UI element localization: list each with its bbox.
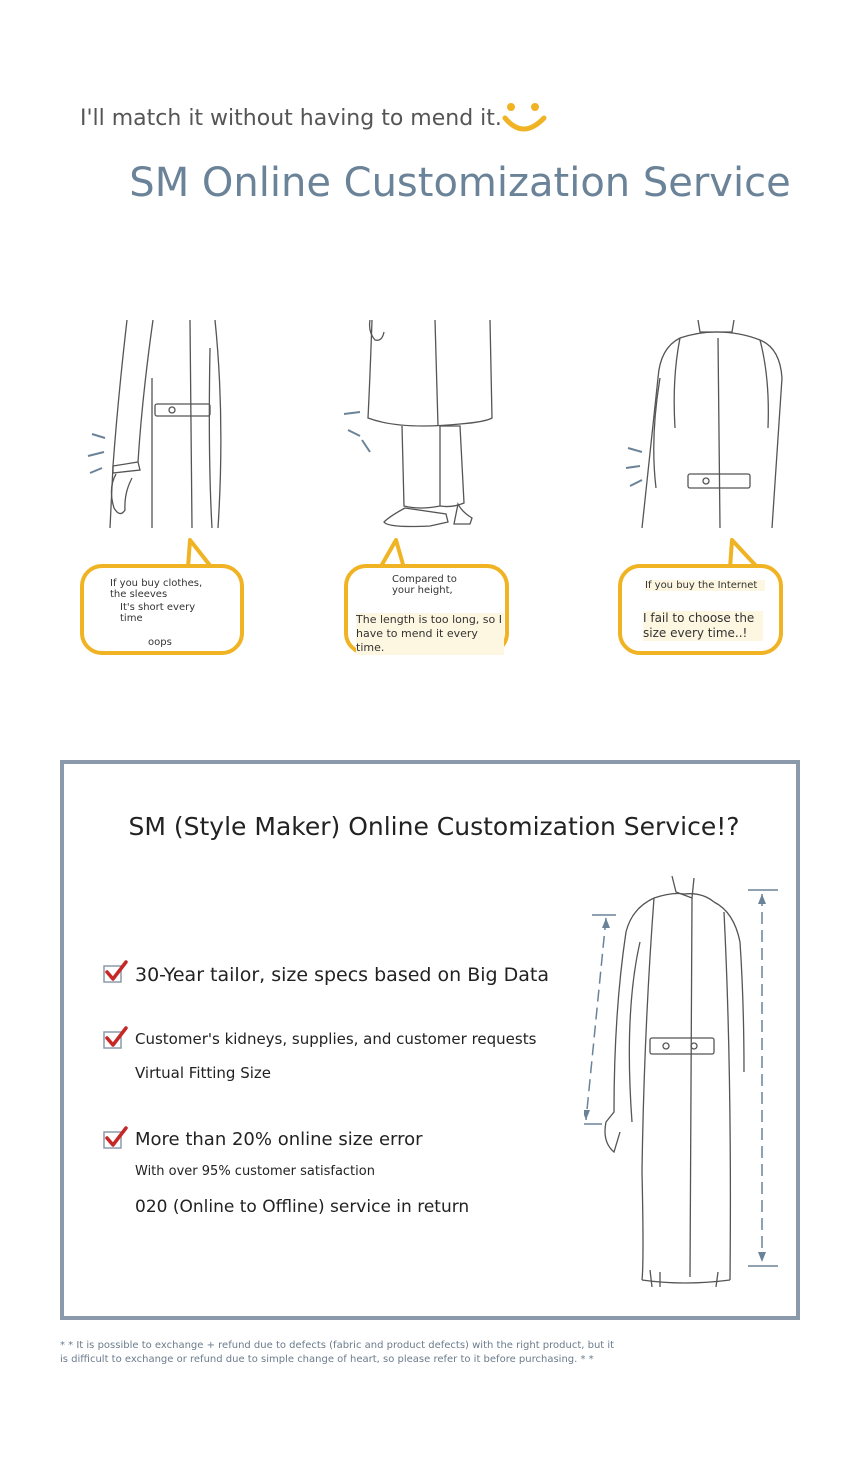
disclaimer-text: * * It is possible to exchange + refund due to defects (fabric and product defects) with the right product, but it is difficult to exchange or refund due to simple change of heart, so please refer to it before purchasing. * * — [60, 1340, 615, 1365]
bubble-text: I fail to choose the size every time..! — [643, 611, 763, 641]
checkbox-checked-icon — [102, 1026, 128, 1050]
service-title: SM (Style Maker) Online Customization Service!? — [128, 812, 740, 841]
speech-bubble-length — [344, 564, 509, 655]
feature-text: Customer's kidneys, supplies, and customer requests — [135, 1030, 537, 1048]
speech-bubble-internet — [618, 564, 783, 655]
tagline: I'll match it without having to mend it. — [80, 106, 502, 131]
bubble-text: If you buy the Internet — [645, 580, 765, 591]
feature-subtext: With over 95% customer satisfaction — [135, 1164, 375, 1179]
service-panel — [60, 760, 800, 1320]
checkbox-checked-icon — [102, 1126, 128, 1150]
bubble-text: oops — [148, 637, 172, 648]
speech-bubble-sleeve — [80, 564, 244, 655]
feature-subtext: 020 (Online to Offline) service in return — [135, 1197, 470, 1217]
coat-back-illustration — [620, 318, 820, 538]
checkbox-checked-icon — [102, 960, 128, 984]
feature-text: 30-Year tailor, size specs based on Big Data — [135, 964, 550, 986]
feature-text: More than 20% online size error — [135, 1129, 423, 1150]
feature-subtext: Virtual Fitting Size — [135, 1064, 272, 1082]
bubble-text: It's short every time — [120, 602, 196, 624]
smiley-face-icon — [500, 98, 550, 138]
bubble-text: If you buy clothes, the sleeves — [110, 578, 203, 600]
bubble-text: Compared to your height, — [392, 574, 457, 596]
bubble-text: The length is too long, so I have to mend it every time. — [356, 613, 503, 654]
page-title: SM Online Customization Service — [129, 160, 791, 206]
coat-measurement-illustration — [584, 872, 784, 1287]
short-sleeve-illustration — [80, 318, 280, 538]
long-pants-illustration — [340, 318, 540, 538]
